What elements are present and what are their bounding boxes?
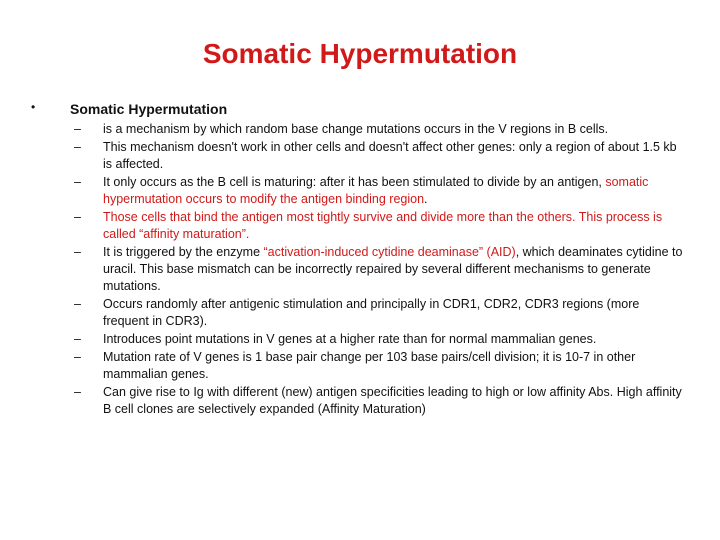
list-item	[70, 174, 685, 208]
dash-glyph: –	[74, 297, 81, 311]
item-highlight: “activation-induced cytidine deaminase” (AID)	[263, 245, 516, 259]
item-highlight: somatic hypermutation occurs to modify the antigen binding region	[103, 175, 649, 206]
item-text: Can give rise to Ig with different (new) antigen specificities leading to high or low affinity Abs. High affinity B cell clones are selectively expanded (Affinity Maturation)	[103, 385, 682, 416]
dash-glyph: –	[74, 245, 81, 259]
bullet-glyph: •	[31, 100, 36, 114]
list-item	[70, 139, 685, 173]
list-item	[70, 331, 685, 348]
item-highlight: Those cells that bind the antigen most tightly survive and divide more than the others. This process is called “affinity maturation”.	[103, 210, 663, 241]
item-text: , which deaminates cytidine to uracil. This base mismatch can be incorrectly repaired by several different mechanisms to generate mutations.	[103, 245, 683, 293]
dash-glyph: –	[74, 332, 81, 346]
list-item	[70, 209, 685, 243]
dash-glyph: –	[74, 385, 81, 399]
dash-glyph: –	[74, 350, 81, 364]
item-text: is a mechanism by which random base change mutations occurs in the V regions in B cells.	[103, 122, 609, 136]
item-text: Occurs randomly after antigenic stimulation and principally in CDR1, CDR2, CDR3 regions (more frequent in CDR3).	[103, 297, 640, 328]
list-item	[70, 349, 685, 383]
item-text: It is triggered by the enzyme	[103, 245, 264, 259]
item-text: This mechanism doesn't work in other cells and doesn't affect other genes: only a region of about 1.5 kb is affected.	[103, 140, 677, 171]
item-text: Mutation rate of V genes is 1 base pair change per 103 base pairs/cell division; it is 10-7 in other mammalian genes.	[103, 350, 636, 381]
list-item	[70, 121, 685, 138]
dash-glyph: –	[74, 122, 81, 136]
item-text: It only occurs as the B cell is maturing: after it has been stimulated to divide by an antigen,	[103, 175, 606, 189]
list-item	[70, 384, 685, 418]
main-bullet-label: Somatic Hypermutation	[70, 101, 228, 117]
item-text: .	[424, 192, 428, 206]
dash-glyph: –	[74, 140, 81, 154]
dash-glyph: –	[74, 210, 81, 224]
sub-bullet-list	[70, 121, 685, 419]
dash-glyph: –	[74, 175, 81, 189]
list-item	[70, 296, 685, 330]
item-text: Introduces point mutations in V genes at a higher rate than for normal mammalian genes.	[103, 332, 597, 346]
slide-title: Somatic Hypermutation	[202, 38, 518, 69]
list-item	[70, 244, 685, 295]
